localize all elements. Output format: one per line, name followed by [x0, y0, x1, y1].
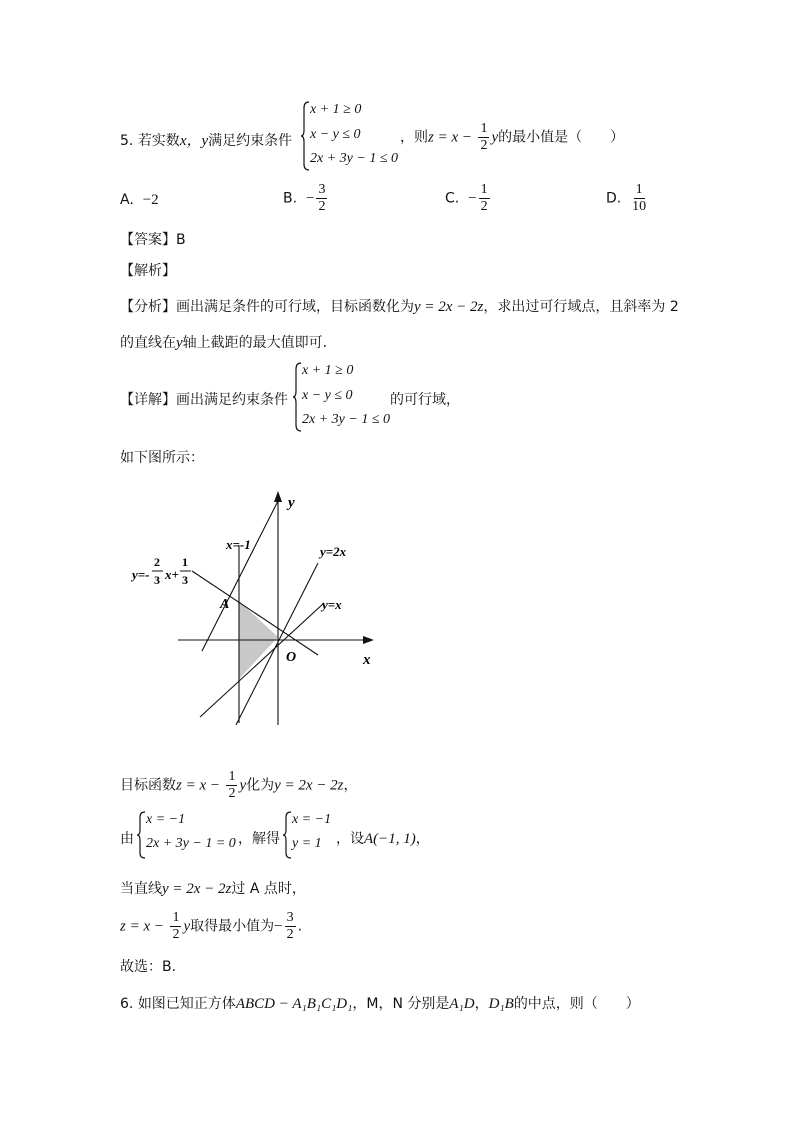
q5-stem-c: ，则 [400, 129, 428, 146]
min-line: z = x − $\frac{1}{2}$ y取得最小值为− $\frac{3}{2}$ . [120, 910, 303, 942]
analysis-tag: 【解析】 [120, 263, 176, 279]
constraint-1: x + 1 ≥ 0 [310, 102, 362, 117]
jiede-label: ，解得 [238, 831, 280, 847]
detail-constraint-2: x − y ≤ 0 [302, 388, 353, 403]
point-a-label: A [220, 597, 230, 612]
x-axis-arrow-icon [363, 636, 374, 644]
label-y-eq-x: y=x [322, 597, 342, 612]
answer-tag: 【答案】B [120, 232, 186, 248]
you-label: 由 [120, 831, 134, 847]
label-line3-f2-num: 1 [182, 555, 188, 569]
target-line: 目标函数z = x − $\frac{1}{2}$ y化为y = 2x − 2z， [120, 769, 358, 801]
label-line3-f1-num: 2 [154, 555, 160, 569]
detail-constraint-1: x + 1 ≥ 0 [302, 363, 354, 378]
q5-vars: x，y [179, 133, 209, 149]
label-line3-b: x+ [165, 567, 179, 582]
sys2: x = −1 y = 1 [282, 810, 342, 860]
q5-stem-a: 若实数 [137, 133, 180, 149]
q6-line: 6. 如图已知正方体ABCD − A₁B₁C₁D₁，M，N 分别是A₁D，D₁B的中点，则（ ） [120, 996, 640, 1012]
q5-stem-d: 的最小值是（ ） [498, 129, 625, 146]
q5-objective-lhs: z = x − [428, 129, 472, 146]
detail-line: 【详解】画出满足约束条件 [120, 392, 288, 408]
q5-objective-frac: $\frac{1}{2}$ [480, 121, 488, 153]
figure-intro: 如下图所示： [120, 450, 204, 466]
left-brace-icon [136, 810, 146, 860]
she-line: ，设A(−1, 1)， [336, 831, 430, 847]
label-line3-f1-den: 3 [154, 573, 160, 587]
q5-stem-b: 满足约束条件 [208, 133, 293, 149]
q5-number: 5. [120, 133, 134, 149]
origin-label: O [286, 650, 297, 665]
constraint-3: 2x + 3y − 1 ≤ 0 [310, 151, 399, 166]
fenxi-line-1: 【分析】画出满足条件的可行域，目标函数化为y = 2x − 2z，求出过可行域点，且斜率为 2 [120, 299, 679, 315]
left-brace-icon [282, 810, 292, 860]
constraint-2: x − y ≤ 0 [310, 127, 361, 142]
feasible-region-figure [130, 485, 390, 745]
label-y-eq-2x: y=2x [320, 544, 347, 559]
detail-tail: 的可行域， [390, 392, 460, 408]
axis-y-label: y [288, 495, 295, 511]
line-y-eq-x [200, 603, 324, 717]
label-x-eq-neg1: x=-1 [226, 537, 251, 552]
option-b: B. − $\frac{3}{2}$ [283, 182, 326, 214]
detail-constraint-system [292, 361, 402, 433]
q5-constraint-system [300, 100, 410, 172]
when-line: 当直线y = 2x − 2z过 A 点时， [120, 881, 306, 897]
q5-stem-line [120, 129, 292, 150]
q5-stem-tail [400, 121, 624, 154]
label-line3-f2-den: 3 [182, 573, 188, 587]
choose-line: 故选：B. [120, 959, 177, 975]
axis-x-label: x [363, 652, 371, 668]
q5-objective-y: y [491, 129, 499, 146]
fenxi-line-2: 的直线在y轴上截距的最大值即可. [120, 335, 328, 351]
left-brace-icon [300, 100, 310, 172]
sys1: x = −1 2x + 3y − 1 = 0 [136, 810, 246, 860]
option-c: C. − $\frac{1}{2}$ [445, 182, 488, 214]
option-d: D. $\frac{1}{10}$ [606, 182, 647, 214]
label-line3-a: y=- [132, 567, 150, 582]
left-brace-icon [292, 361, 302, 433]
detail-constraint-3: 2x + 3y − 1 ≤ 0 [302, 412, 391, 427]
option-a: A. −2 [120, 192, 159, 208]
